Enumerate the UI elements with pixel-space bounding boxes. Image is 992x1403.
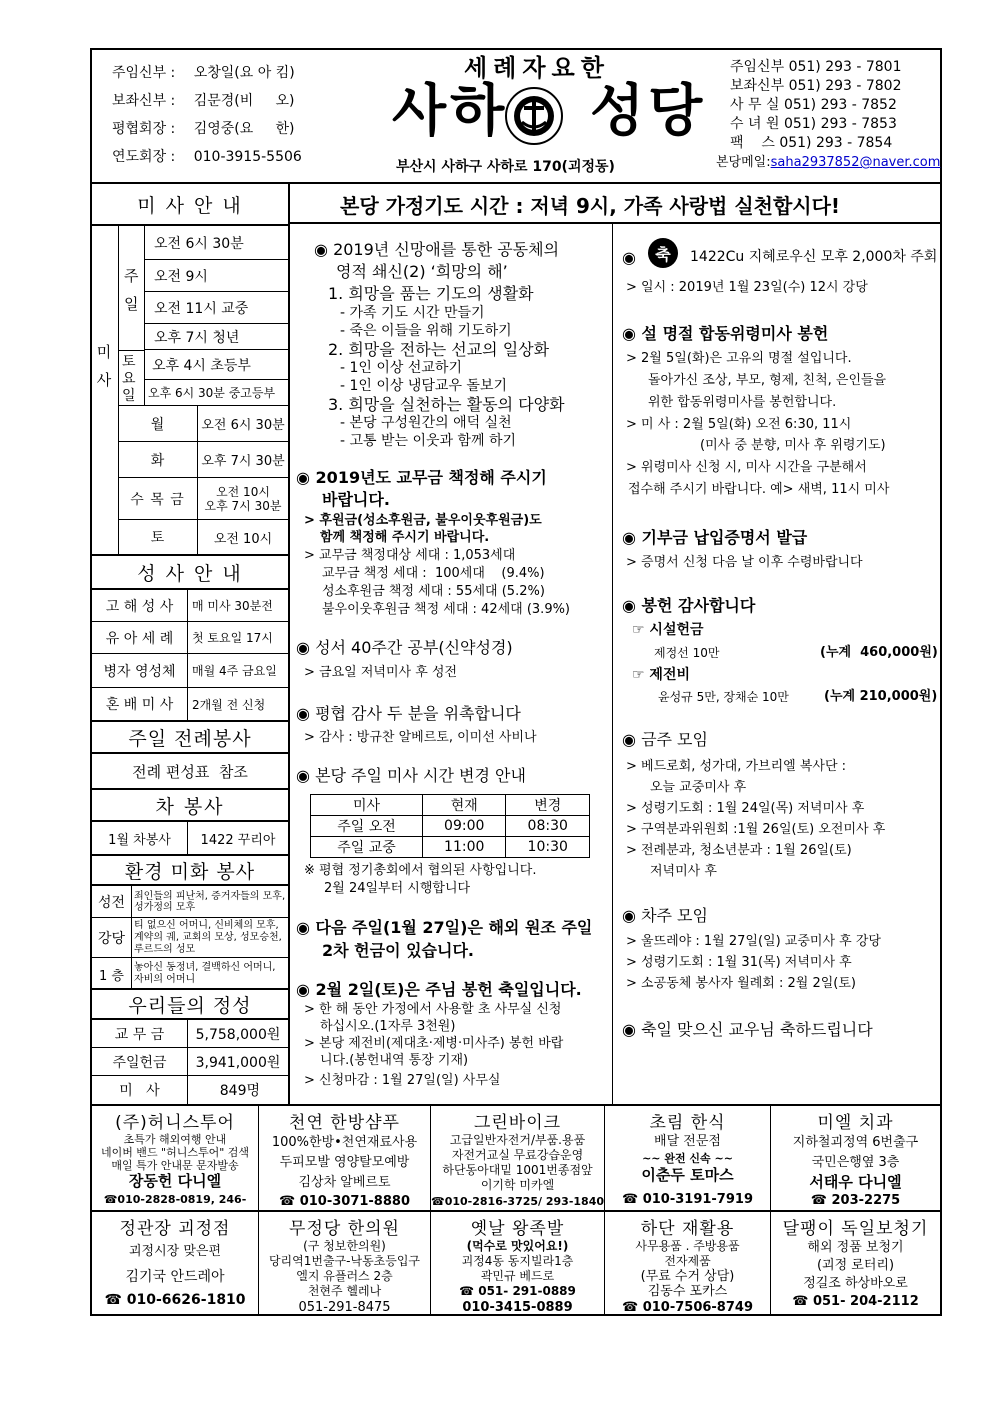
item-sub: - 죽은 이들을 위해 기도하기	[340, 323, 512, 339]
sacrament-name: 혼 배 미 사	[92, 688, 188, 720]
ad-honeys-tour	[92, 1106, 258, 1210]
text-line: 돌아가신 조상, 부모, 형제, 친척, 은인들을	[648, 373, 887, 388]
value: 051) 293 - 7854	[779, 135, 893, 151]
section-title: 1422Cu 지혜로우신 모후 2,000차 주회	[690, 249, 938, 265]
sacrament-name: 고 해 성 사	[92, 590, 188, 622]
ad-name: 무정당 한의원	[289, 1219, 400, 1239]
ad-mujeongdang-clinic	[259, 1212, 430, 1314]
table-cell: 10:30	[506, 837, 590, 858]
ad-line: 하단동아대밑 1001번종점앞	[442, 1163, 593, 1177]
church-address: 부산시 사하구 사하로 170(괴정동)	[396, 159, 615, 175]
col1	[290, 224, 612, 1104]
table-cell: 현재	[422, 795, 506, 816]
table-cell: 11:00	[422, 837, 506, 858]
section-title-line2: 바랍니다.	[322, 490, 390, 509]
ad-name: 그린바이크	[473, 1113, 562, 1133]
label: 팩 스	[730, 135, 775, 151]
text-line: > 후원금(성소후원금, 불우이웃후원금)도	[304, 513, 542, 528]
bullet-icon: ◉	[296, 766, 310, 785]
text-line: > 위령미사 신청 시, 미사 시간을 구분해서	[626, 460, 867, 475]
ad-line: 엘지 유플러스 2층	[296, 1269, 393, 1283]
text-line: > 울뜨레야 : 1월 27일(일) 교중미사 후 강당	[626, 934, 881, 949]
header	[92, 50, 940, 182]
text-line: > 전례분과, 청소년분과 : 1월 26일(토)	[626, 843, 852, 858]
ad-line: 김상차 알베르토	[298, 1175, 391, 1190]
ad-person: 이춘두 토마스	[641, 1166, 734, 1184]
saturday-label: 토 요 일	[122, 354, 136, 404]
bullet-icon: ◉	[296, 468, 310, 487]
table-header	[311, 795, 590, 816]
ad-phone: ☎ 203-2275	[810, 1193, 901, 1208]
section-title: ◉ 다음 주일(1월 27일)은 해외 원조 주일	[296, 918, 593, 937]
car-label: 1월 차봉사	[92, 822, 188, 854]
sacrament-title: 성 사 안 내	[92, 554, 288, 590]
label: 수 녀 원	[730, 116, 780, 132]
text-line: 니다.(봉헌내역 통장 기재)	[320, 1053, 469, 1068]
right-row	[730, 60, 902, 74]
ad-line: (먹수로 맛있어요!)	[466, 1239, 569, 1253]
weekday-day: 월	[118, 406, 198, 442]
text-line: 성소후원금 책정 세대 : 55세대 (5.2%)	[322, 584, 545, 599]
bullet-icon: ◉	[622, 324, 636, 343]
section-title	[622, 250, 636, 266]
text-line: > 감사 : 방규찬 알베르토, 이미선 사비나	[304, 730, 537, 745]
saturday-row: 오후 4시 초등부	[144, 350, 288, 380]
sacrament-value: 2개월 전 신청	[192, 697, 266, 712]
table-cell: 미사	[311, 795, 423, 816]
item-heading: 2. 희망을 전하는 선교의 일상화	[328, 340, 550, 359]
text-line: 제정선 10만	[654, 646, 720, 660]
total-value: (누계 210,000원)	[824, 689, 938, 704]
text-line: 위한 합동위령미사를 봉헌합니다.	[648, 395, 837, 410]
bullet-icon: ◉	[622, 906, 636, 925]
ad-line: ☎ 051- 291-0889	[459, 1284, 576, 1298]
section-title-line2: 영적 쇄신(2) ‘희망의 해’	[336, 262, 508, 281]
bullet-icon: ◉	[622, 596, 636, 615]
text-line: > 한 해 동안 가정에서 사용할 초 사무실 신청	[304, 1002, 562, 1017]
text-line: > 일시 : 2019년 1월 23일(수) 12시 강당	[626, 280, 868, 295]
ad-line: 매일 특가 안내문 문자발송	[111, 1159, 239, 1172]
value: 오창일(요 아 킴)	[193, 65, 295, 81]
saturday-row: 오후 6시 30분 중고등부	[144, 380, 288, 406]
ad-line: (무료 수거 상담)	[640, 1269, 735, 1284]
ad-phone: ☎ 010-6626-1810	[104, 1292, 246, 1308]
sacrament-value: 첫 토요일 17시	[188, 622, 288, 654]
ad-jeonggwanjang	[92, 1212, 258, 1314]
right-row	[730, 117, 897, 131]
church-seal-icon	[504, 86, 564, 146]
ad-miel-dental	[771, 1106, 940, 1210]
ad-phone: ☎ 010-3071-8880	[278, 1194, 410, 1209]
section-title-line2: 2차 헌금이 있습니다.	[322, 941, 474, 960]
ad-phone: ☎ 010-7506-8749	[621, 1300, 753, 1314]
sunday-row: 오전 11시 교중	[144, 292, 288, 324]
weekday-day: 화	[118, 442, 198, 478]
label: 평협회장 :	[112, 121, 176, 137]
env-value: 죄인들의 피난처, 증거자들의 모후, 성가정의 모후	[132, 886, 288, 918]
weekday-day: 수 목 금	[118, 478, 198, 520]
item-sub: - 가족 기도 시간 만들기	[340, 305, 485, 321]
label: 주임신부 :	[112, 65, 176, 81]
text-line: > 베드로회, 성가대, 가브리엘 복사단 :	[626, 759, 847, 774]
text-line: 2월 24일부터 시행합니다	[324, 881, 471, 896]
sub-heading: ☞ 시설헌금	[632, 622, 704, 638]
ad-herbal-shampoo	[259, 1106, 430, 1210]
ad-hadan-recycling	[605, 1212, 770, 1314]
ad-line: 괴정시장 맞은편	[128, 1244, 222, 1259]
text-line: 저녁미사 후	[650, 864, 717, 879]
table-cell: 09:00	[422, 816, 506, 837]
text-line: > 본당 제전비(제대초·제병·미사주) 봉헌 바랍	[304, 1036, 564, 1051]
total-value: (누계 460,000원)	[820, 645, 938, 660]
right-row	[730, 79, 902, 93]
text-line: 교무금 책정 세대 : 100세대 (9.4%)	[322, 566, 545, 581]
ad-line: (괴정 로터리)	[816, 1258, 895, 1273]
env-name: 강당	[92, 918, 132, 958]
value: 051) 293 - 7801	[788, 59, 902, 75]
sacrament-table	[92, 590, 288, 720]
table-cell: 변경	[506, 795, 590, 816]
email-label: 본당메일:	[716, 155, 771, 170]
car-value: 1422 꾸리아	[200, 832, 276, 848]
ad-line: 곽민규 베드로	[480, 1269, 555, 1283]
ad-old-jokbal	[431, 1212, 604, 1314]
section-title: ◉ 평협 감사 두 분을 위촉합니다	[296, 704, 521, 723]
ad-person: 장동헌 다니엘	[128, 1172, 222, 1190]
bullet-icon: ◉	[314, 240, 328, 259]
text-line: > 구역분과위원회 :1월 26일(토) 오전미사 후	[626, 822, 886, 837]
item-sub: - 1인 이상 선교하기	[340, 360, 462, 376]
ad-line: 정길조 하상바오로	[803, 1276, 908, 1291]
sunday-label: 주 일	[124, 267, 139, 313]
bullet-icon: ◉	[296, 638, 310, 657]
ad-line: 자전거교실 무료강습운영	[451, 1148, 584, 1162]
table-cell: 08:30	[506, 816, 590, 837]
ad-snail-hearing-aid	[771, 1212, 940, 1314]
item-sub: - 고통 받는 이웃과 함께 하기	[340, 433, 517, 449]
ad-line: 이기학 미카엘	[480, 1178, 555, 1192]
left-row	[112, 94, 295, 108]
offering-table	[92, 1020, 288, 1104]
church-subtitle: 세례자요한	[464, 54, 610, 82]
ad-line: 사무용품 . 주방용품	[635, 1239, 740, 1253]
env-table	[92, 886, 288, 990]
ad-line: 김동수 포카스	[647, 1284, 728, 1299]
ad-line: 두피모발 영양탈모예방	[279, 1155, 410, 1170]
text-line: > 증명서 신청 다음 날 이후 수령바랍니다	[626, 555, 863, 570]
item-heading: 1. 희망을 품는 기도의 생활화	[328, 284, 534, 303]
bullet-icon: ◉	[296, 704, 310, 723]
weekday-time: 오후 7시 30분	[198, 442, 288, 478]
bullet-icon: ◉	[622, 730, 636, 749]
ad-line: 네이버 밴드 "허니스투어" 검색	[100, 1146, 250, 1159]
value: 051) 293 - 7802	[788, 78, 902, 94]
text-line: 오늘 교중미사 후	[650, 780, 747, 795]
mass-title: 미 사 안 내	[92, 184, 288, 226]
email-row	[716, 156, 940, 169]
env-title: 환경 미화 봉사	[92, 854, 288, 886]
sacrament-value: 매월 4주 금요일	[188, 654, 288, 688]
bullet-icon: ◉	[622, 1020, 636, 1039]
car-title: 차 봉사	[92, 788, 288, 822]
text-line: > 소공동체 봉사자 월례회 : 2월 2일(토)	[626, 976, 857, 991]
sunday-row: 오후 7시 청년	[144, 324, 288, 350]
ad-line: 지하철괴정역 6번출구	[792, 1135, 919, 1150]
section-title: ◉ 봉헌 감사합니다	[622, 596, 756, 615]
bullet-icon: ◉	[622, 248, 636, 267]
left-row	[112, 150, 302, 164]
liturgy-value: 전례 편성표 참조	[132, 762, 248, 781]
text-line: ※ 평협 정기총회에서 협의된 사항입니다.	[304, 863, 537, 878]
section-title: ◉ 축일 맞으신 교우님 축하드립니다	[622, 1020, 873, 1039]
section-title: ◉ 설 명절 합동위령미사 봉헌	[622, 324, 829, 343]
mass-change-table	[310, 794, 590, 858]
env-name: 1 층	[92, 958, 132, 990]
ad-name: 미엘 치과	[817, 1113, 894, 1133]
right-row	[730, 98, 897, 112]
ad-line: 100%한방•천연재료사용	[271, 1135, 418, 1150]
table-row	[311, 816, 590, 837]
value: 김영중(요 한)	[193, 121, 295, 137]
sunday-row: 오전 9시	[144, 260, 288, 292]
bullet-icon: ◉	[296, 980, 310, 999]
liturgy-title: 주일 전례봉사	[92, 720, 288, 754]
church-title-left: 사하	[392, 79, 509, 144]
ad-line: 국민은행옆 3층	[811, 1155, 900, 1170]
env-value: 놓아신 동정녀, 결백하신 어머니, 자비의 어머니	[134, 962, 276, 985]
section-title: ◉ 기부금 납입증명서 발급	[622, 528, 808, 547]
sub-heading: ☞ 제전비	[632, 667, 690, 683]
ad-phone: ☎ 010-3191-7919	[621, 1192, 753, 1207]
church-title-right: 성당	[590, 79, 707, 144]
text-line: 불우이웃후원금 책정 세대 : 42세대 (3.9%)	[322, 602, 571, 617]
label: 보좌신부	[730, 78, 785, 94]
left-row	[112, 122, 295, 136]
ad-line: 초특가 해외여행 안내	[123, 1133, 227, 1146]
ad-line: 해외 정품 보청기	[807, 1240, 904, 1255]
table-cell: 주일 교중	[311, 837, 423, 858]
value: 김문경(비 오)	[193, 93, 295, 109]
ad-name: 하단 재활용	[640, 1219, 735, 1239]
text-line: 접수해 주시기 바랍니다. 예> 새벽, 11시 미사	[628, 482, 890, 497]
value: 051) 293 - 7853	[783, 116, 897, 132]
section-title: ◉ 2019년도 교무금 책정해 주시기	[296, 468, 547, 487]
text-line: > 교무금 책정대상 세대 : 1,053세대	[304, 548, 516, 563]
item-sub: - 1인 이상 냉담교우 돌보기	[340, 378, 507, 394]
ad-name: (주)허니스투어	[115, 1113, 235, 1133]
text-line: 함께 책정해 주시기 바랍니다.	[320, 530, 490, 545]
text-line: (미사 중 분향, 미사 후 위령기도)	[700, 438, 886, 453]
banner: 본당 가정기도 시간 : 저녁 9시, 가족 사랑법 실천합시다!	[340, 194, 841, 218]
sacrament-value: 매 미사 30분전	[188, 590, 288, 622]
env-value: 티 없으신 어머니, 신비체의 모후, 계약의 궤, 교회의 모상, 성모승천, 루르드의 성모	[132, 918, 288, 958]
ad-line: (구 청보한의원)	[303, 1239, 386, 1253]
ad-phone: ☎ 051- 204-2112	[792, 1294, 919, 1309]
ad-line: 배달 전문점	[654, 1134, 721, 1149]
email-link[interactable]: saha2937852@naver.com	[770, 155, 941, 170]
offering-title: 우리들의 정성	[92, 988, 288, 1020]
offering-name: 주일헌금	[92, 1048, 188, 1076]
ad-person: 서태우 다니엘	[809, 1173, 902, 1191]
ad-name: 달팽이 독일보청기	[782, 1219, 929, 1239]
right-row	[730, 136, 892, 150]
ad-green-bike	[431, 1106, 604, 1210]
label: 사 무 실	[730, 97, 780, 113]
table-cell: 주일 오전	[311, 816, 423, 837]
env-name: 성전	[92, 886, 132, 918]
ad-chorim-hansik	[605, 1106, 770, 1210]
ad-line: 김기국 안드레아	[125, 1269, 225, 1285]
item-sub: - 본당 구성원간의 애덕 실천	[340, 415, 512, 431]
sacrament-name: 병자 영성체	[92, 654, 188, 688]
offering-value: 849명	[219, 1083, 260, 1099]
offering-name: 교 무 금	[92, 1020, 188, 1048]
ad-phone: 051-291-8475	[298, 1300, 391, 1314]
ad-line: ~~ 완전 신속 ~~	[642, 1152, 733, 1165]
ad-line: 괴정4동 동지빌라1층	[461, 1254, 574, 1268]
text-line: > 2월 5일(화)은 고유의 명절 설입니다.	[626, 351, 852, 366]
label: 주임신부	[730, 59, 785, 75]
weekday-time: 오전 10시 오후 7시 30분	[198, 478, 288, 520]
sunday-row: 오전 6시 30분	[144, 226, 288, 260]
section-title: ◉ 차주 모임	[622, 906, 708, 925]
left-row	[112, 66, 295, 80]
ad-line: 고급일반자전거/부품.용품	[449, 1133, 586, 1147]
table-row	[311, 837, 590, 858]
value: 051) 293 - 7852	[783, 97, 897, 113]
ad-name: 옛날 왕족발	[470, 1219, 565, 1239]
weekday-time: 오전 6시 30분	[198, 406, 288, 442]
ad-line: 천현주 헬레나	[307, 1284, 382, 1298]
item-heading: 3. 희망을 실천하는 활동의 다양화	[328, 395, 565, 414]
bullet-icon: ◉	[296, 918, 310, 937]
ad-phone: 010-3415-0889	[462, 1300, 573, 1314]
section-title: ◉ 2월 2일(토)은 주님 봉헌 축일입니다.	[296, 980, 582, 999]
ad-line: 당리역1번출구-낙동초등입구	[268, 1254, 421, 1268]
mass-schedule	[92, 226, 288, 554]
offering-value: 3,941,000원	[188, 1048, 288, 1076]
label: 보좌신부 :	[112, 93, 176, 109]
section-title: ◉ 2019년 신망애를 통한 공동체의	[314, 240, 560, 259]
offering-name: 미 사	[92, 1076, 188, 1104]
text-line: 하십시오.(1자루 3천원)	[320, 1019, 456, 1034]
value: 010-3915-5506	[193, 149, 302, 165]
bullet-icon: ◉	[622, 528, 636, 547]
weekday-day: 토	[118, 520, 198, 554]
text-line: > 금요일 저녁미사 후 성전	[304, 665, 458, 680]
mass-side-label: 미 사	[96, 343, 112, 389]
ad-name: 초림 한식	[649, 1113, 726, 1133]
text-line: 윤성규 5만, 장채순 10만	[658, 690, 789, 704]
text-line: > 신청마감 : 1월 27일(일) 사무실	[304, 1073, 501, 1088]
ad-phone: ☎010-2816-3725/ 293-1840	[431, 1195, 604, 1208]
sacrament-name: 유 아 세 례	[92, 622, 188, 654]
label: 연도회장 :	[112, 149, 176, 165]
text-line: > 미 사 : 2월 5일(화) 오전 6:30, 11시	[626, 417, 852, 432]
weekday-time: 오전 10시	[213, 531, 273, 547]
text-line: > 성령기도회 : 1월 31(목) 저녁미사 후	[626, 955, 852, 970]
col2	[614, 224, 940, 1104]
ad-phone: ☎010-2828-0819, 246-	[103, 1193, 247, 1206]
text-line: > 성령기도회 : 1월 24일(목) 저녁미사 후	[626, 801, 865, 816]
ad-name: 정관장 괴정점	[119, 1219, 231, 1239]
section-title: ◉ 금주 모임	[622, 730, 708, 749]
section-title: ◉ 성서 40주간 공부(신약성경)	[296, 638, 513, 657]
offering-value: 5,758,000원	[188, 1020, 288, 1048]
celebration-badge-icon: 축	[648, 238, 678, 268]
ad-line: 전자제품	[664, 1254, 711, 1268]
ad-name: 천연 한방샴푸	[289, 1113, 400, 1133]
section-title: ◉ 본당 주일 미사 시간 변경 안내	[296, 766, 526, 785]
